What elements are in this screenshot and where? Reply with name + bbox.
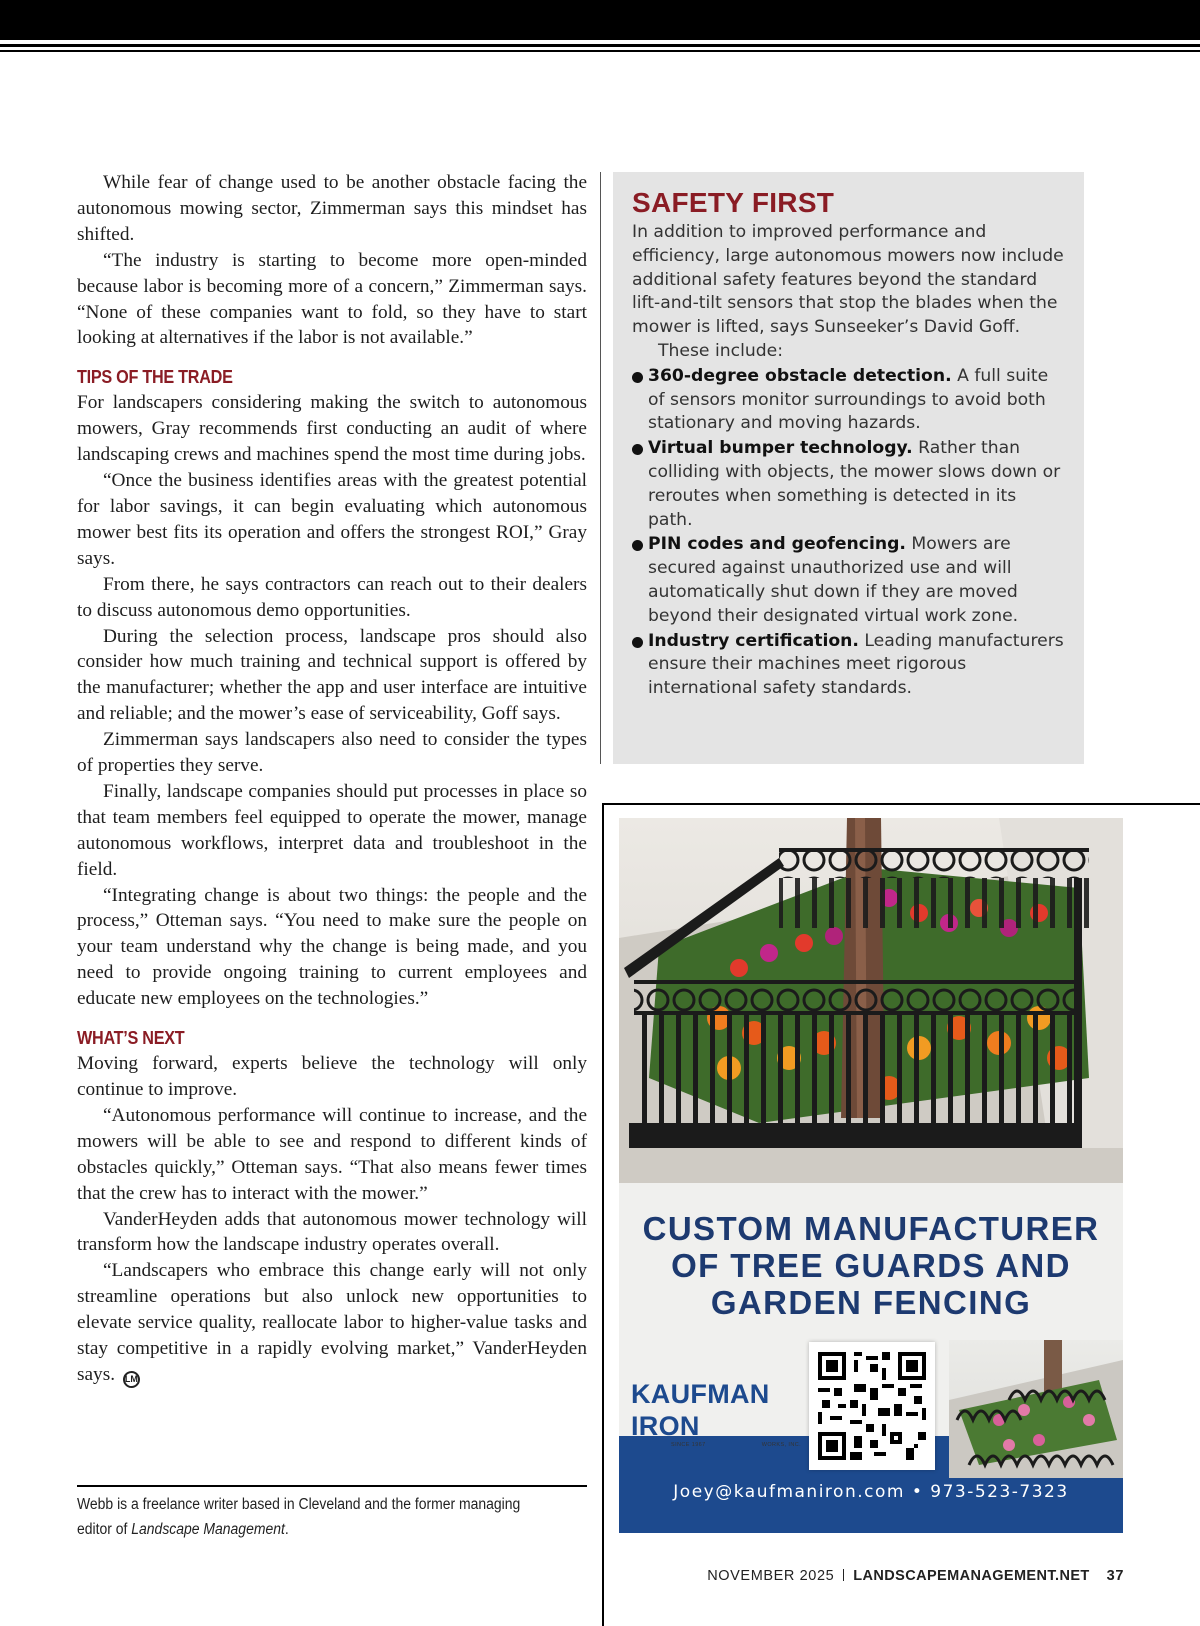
article-paragraph: For landscapers considering making the switch to autonomous mowers, Gray recommends first conducting an audit of where landscaping crews and machines spend the most time during jobs. (77, 392, 587, 466)
bullet-icon (632, 637, 643, 648)
section-heading-tips: TIPS OF THE TRADE (77, 367, 233, 388)
logo-works: WORKS, INC. (761, 1442, 801, 1448)
list-item (632, 437, 1066, 532)
article-paragraph: “Once the business identifies areas with the greatest potential for labor savings, it can begin evaluating which autonomous mower best fits its operation and offers the strongest ROI,” Gray says. (77, 470, 587, 569)
article-paragraph: Moving forward, experts believe the technology will only continue to improve. (77, 1053, 587, 1100)
feature-name: PIN codes and geofencing. (648, 534, 906, 555)
safety-first-sidebar (613, 172, 1084, 764)
byline-rule (77, 1485, 587, 1487)
article-paragraph: “Autonomous performance will continue to increase, and the mowers will be able to see and respond to different kinds of obstacles quickly,” Otteman says. “That also means fewer times that the crew has to interact with the mower.” (77, 1104, 587, 1204)
logo-wordmark: KAUFMAN IRON (631, 1379, 770, 1441)
feature-name: 360-degree obstacle detection. (648, 365, 952, 386)
feature-name: Virtual bumper technology. (648, 438, 913, 459)
ad-headline (619, 1210, 1123, 1321)
feature-description: Mowers are secured against unauthorized use and will automatically shut down if they are moved beyond their designated virtual work zone. (648, 534, 1019, 626)
qr-code[interactable] (809, 1342, 935, 1470)
article-paragraph-final (77, 1258, 587, 1388)
list-item (632, 630, 1066, 701)
top-rule (0, 44, 1200, 47)
article-paragraph: “The industry is starting to become more open-minded because labor is becoming more of a concern,” Zimmerman says. “None of these companies want to fold, so they have to start looking at alternatives if the labor is not available.” (77, 249, 587, 349)
sidebar-lead: These include: (658, 340, 784, 361)
article-paragraph: Finally, landscape companies should put processes in place so that team members feel equipped to operate the mower, manage autonomous workflows, interpret data and troubleshoot in the field. (77, 780, 587, 880)
article-column (77, 170, 587, 1388)
ad-frame-left (602, 803, 604, 1626)
section-heading-whats-next: WHAT’S NEXT (77, 1028, 185, 1049)
kaufman-iron-advertisement[interactable] (619, 818, 1123, 1533)
feature-description: A full suite of sensors monitor surroundings to avoid both stationary and moving hazards. (648, 365, 1049, 434)
kaufman-iron-logo (631, 1378, 809, 1448)
garden-fence-photo (949, 1340, 1123, 1478)
article-paragraph: Zimmerman says landscapers also need to consider the types of properties they serve. (77, 729, 587, 777)
safety-feature-list (632, 365, 1066, 701)
logo-since: SINCE 1967 (671, 1442, 706, 1448)
ad-headline-line: CUSTOM MANUFACTURER (642, 1210, 1100, 1247)
byline-period: . (284, 1521, 289, 1538)
page-footer (707, 1568, 1124, 1584)
tree-guard-photo (619, 818, 1123, 1183)
feature-name: Industry certification. (648, 630, 859, 651)
list-item (632, 365, 1066, 436)
byline-text: Webb is a freelance writer based in Cleveland and the former managing editor of (77, 1496, 521, 1538)
top-rule-thin (0, 50, 1200, 52)
top-black-bar (0, 0, 1200, 40)
bullet-icon (632, 372, 643, 383)
article-paragraph: From there, he says contractors can reach out to their dealers to discuss autonomous demo opportunities. (77, 573, 587, 621)
ad-frame-top (604, 803, 1200, 805)
website-link[interactable]: LANDSCAPEMANAGEMENT.NET (853, 1568, 1090, 1584)
ad-headline-line: OF TREE GUARDS AND (671, 1247, 1071, 1284)
list-item (632, 533, 1066, 628)
bullet-icon (632, 540, 643, 551)
ad-headline-line: GARDEN FENCING (710, 1284, 1032, 1321)
sidebar-title: SAFETY FIRST (632, 187, 835, 218)
feature-description: Rather than colliding with objects, the mower slows down or reroutes when something is detected in its path. (648, 438, 1061, 530)
article-paragraph: VanderHeyden adds that autonomous mower technology will transform how the landscape industry operates overall. (77, 1208, 587, 1256)
page-number: 37 (1106, 1568, 1124, 1584)
sidebar-intro: In addition to improved performance and efficiency, large autonomous mowers now include additional safety features beyond the standard lift-and-tilt sensors that stop the blades when the mower is lifted, says Sunseeker’s David Goff. (632, 222, 1064, 338)
final-paragraph-text: “Landscapers who embrace this change early will not only streamline operations but also unlock new opportunities to elevate service quality, reallocate labor to higher-value tasks and stay competitive in a rapidly evolving market,” VanderHeyden says. (77, 1260, 587, 1385)
ad-contact-info[interactable]: Joey@kaufmaniron.com • 973-523-7323 (673, 1482, 1069, 1502)
feature-description: Leading manufacturers ensure their machines meet rigorous international safety standards. (648, 630, 1064, 699)
article-paragraph: During the selection process, landscape pros should also consider how much training and technical support is offered by the manufacturer; whether the app and user interface are intuitive and reliable; and the mower’s ease of serviceability, Goff says. (77, 625, 587, 725)
article-paragraph: While fear of change used to be another obstacle facing the autonomous mowing sector, Zimmerman says this mindset has shifted. (77, 172, 587, 245)
issue-date: NOVEMBER 2025 (707, 1568, 835, 1584)
end-mark-icon: LM (123, 1371, 140, 1388)
column-divider (600, 172, 601, 764)
bullet-icon (632, 444, 643, 455)
article-paragraph: “Integrating change is about two things: the people and the process,” Otteman says. “You need to make sure the people on your team understand why the change is being made, and you need to provide ongoing training to current employees and educate new employees on the technologies.” (77, 884, 587, 1010)
logo-subline (631, 1442, 809, 1448)
footer-separator (843, 1569, 844, 1581)
author-byline (77, 1492, 536, 1542)
byline-publication: Landscape Management (131, 1521, 285, 1538)
